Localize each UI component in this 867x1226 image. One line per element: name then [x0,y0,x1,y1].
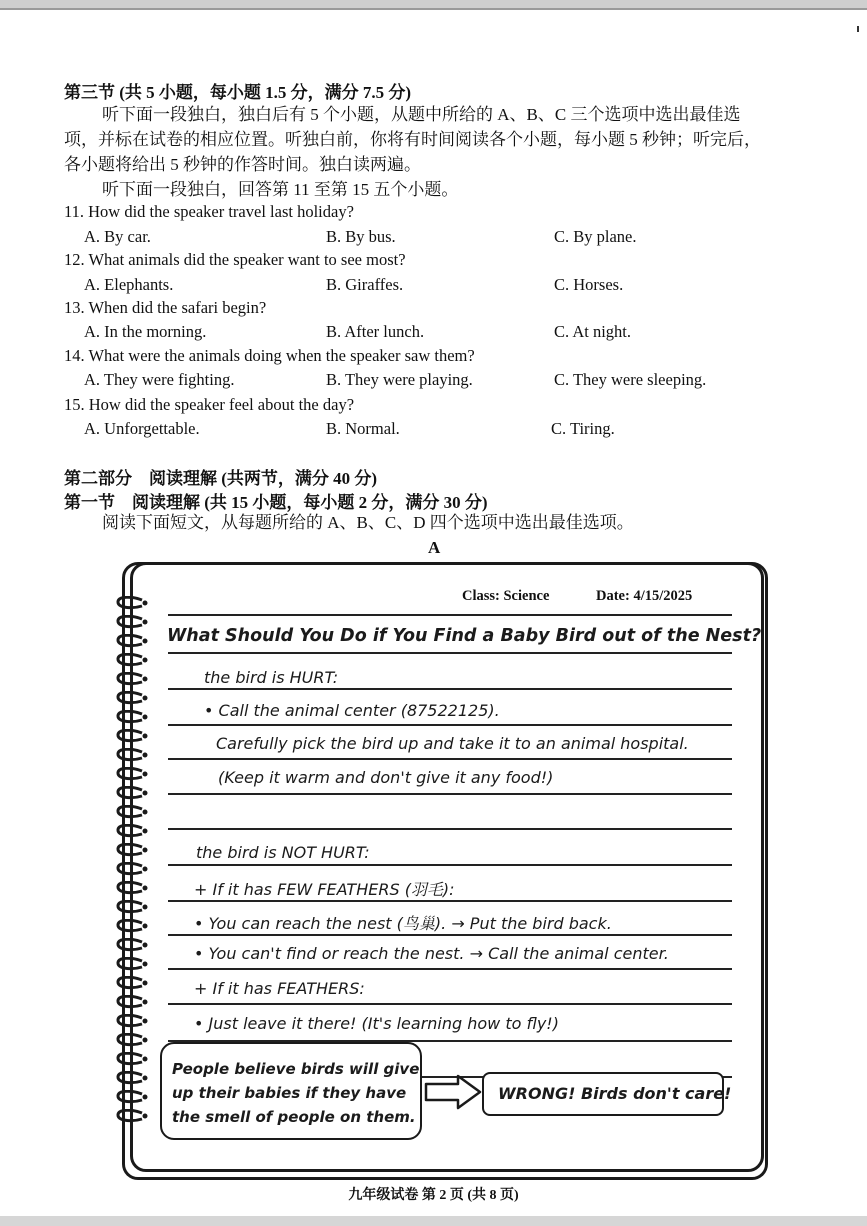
spiral-coil [112,634,152,648]
question-15: 15. How did the speaker feel about the day? [64,395,355,414]
ruled-line [168,934,732,936]
spiral-coil [112,1033,152,1047]
option-13-c[interactable]: C. At night. [554,322,632,341]
ruled-line [168,793,732,795]
fact-box [482,1072,732,1116]
spiral-coil [112,976,152,990]
spiral-coil [112,843,152,857]
spiral-coil [112,881,152,895]
spiral-coil [112,710,152,724]
spiral-coil [112,596,152,610]
hurt-step-call: • Call the animal center (87522125). [204,701,500,720]
ruled-line [168,652,732,654]
spiral-coil [112,824,152,838]
section3-instruction-line1: 听下面一段独白，独白后有 5 个小题，从题中所给的 A、B、C 三个选项中选出最佳选 [102,105,741,124]
few-feathers-heading: + If it has FEW FEATHERS (羽毛): [194,880,455,899]
spiral-coil [112,919,152,933]
scan-mark [857,26,859,32]
spiral-coil [112,1090,152,1104]
part2-instruction: 阅读下面短文，从每题所给的 A、B、C、D 四个选项中选出最佳选项。 [102,513,634,532]
ruled-line [168,724,732,726]
section3-instruction-line3: 各小题将给出 5 秒钟的作答时间。独白读两遍。 [64,155,421,174]
ruled-line [168,688,732,690]
option-15-c[interactable]: C. Tiring. [551,419,615,438]
spiral-coil [112,995,152,1009]
scan-top-shadow [0,8,867,10]
question-13: 13. When did the safari begin? [64,298,267,317]
passage-label: A [428,538,441,557]
myth-line2: up their babies if they have [172,1084,407,1102]
class-label: Class: Science [462,588,550,604]
ruled-line [168,968,732,970]
few-feathers-reach-nest: • You can reach the nest (鸟巢). → Put the bird back. [194,914,612,933]
spiral-coil [112,691,152,705]
spiral-coil [112,862,152,876]
myth-bubble [160,1042,422,1140]
option-14-a[interactable]: A. They were fighting. [84,370,235,389]
arrow-right-icon [424,1074,482,1110]
option-13-b[interactable]: B. After lunch. [326,322,425,341]
spiral-coil [112,672,152,686]
spiral-coil [112,1109,152,1123]
spiral-coil [112,767,152,781]
spiral-coil [112,1071,152,1085]
feathers-leave-it: • Just leave it there! (It's learning how to fly!) [194,1014,559,1033]
spiral-coil [112,729,152,743]
spiral-coil [112,957,152,971]
section3-instruction-line2: 项，并标在试卷的相应位置。听独白前，你将有时间阅读各个小题，每小题 5 秒钟；听完后， [64,130,761,149]
feathers-heading: + If it has FEATHERS: [194,979,365,998]
hurt-step-carefully: Carefully pick the bird up and take it to an animal hospital. [216,734,689,753]
notebook-heading: What Should You Do if You Find a Baby Bird out of the Nest? [167,626,762,646]
scan-bottom-edge [0,1216,867,1226]
not-hurt-heading: the bird is NOT HURT: [196,843,370,862]
option-14-b[interactable]: B. They were playing. [326,370,473,389]
option-12-b[interactable]: B. Giraffes. [326,275,404,294]
myth-line1: People believe birds will give [172,1060,420,1078]
question-11: 11. How did the speaker travel last holiday? [64,202,354,221]
question-14: 14. What were the animals doing when the speaker saw them? [64,346,475,365]
ruled-line [168,864,732,866]
spiral-coil [112,900,152,914]
option-12-a[interactable]: A. Elephants. [84,275,174,294]
ruled-line [168,900,732,902]
hurt-note-keep-warm: (Keep it warm and don't give it any food!) [218,768,554,787]
spiral-coil [112,748,152,762]
part2-section1-title: 第一节 阅读理解 (共 15 小题，每小题 2 分，满分 30 分) [64,493,488,512]
scan-top-edge [0,0,867,8]
option-12-c[interactable]: C. Horses. [554,275,624,294]
ruled-line [168,614,732,616]
option-15-a[interactable]: A. Unforgettable. [84,419,200,438]
myth-line3: the smell of people on them. [172,1108,416,1126]
option-14-c[interactable]: C. They were sleeping. [554,370,707,389]
spiral-coil [112,786,152,800]
option-11-a[interactable]: A. By car. [84,227,151,246]
part2-title: 第二部分 阅读理解 (共两节，满分 40 分) [64,469,378,488]
spiral-coil [112,615,152,629]
spiral-coil [112,805,152,819]
ruled-line [168,758,732,760]
date-label: Date: 4/15/2025 [596,588,693,604]
question-12: 12. What animals did the speaker want to see most? [64,250,406,269]
option-15-b[interactable]: B. Normal. [326,419,400,438]
ruled-line [168,1003,732,1005]
option-13-a[interactable]: A. In the morning. [84,322,207,341]
ruled-line [168,828,732,830]
page-footer: 九年级试卷 第 2 页 (共 8 页) [348,1188,519,1203]
few-feathers-cant-reach: • You can't find or reach the nest. → Call the animal center. [194,944,669,963]
spiral-coil [112,1014,152,1028]
option-11-c[interactable]: C. By plane. [554,227,637,246]
spiral-coil [112,938,152,952]
hurt-heading: the bird is HURT: [204,668,339,687]
section3-instruction-line4: 听下面一段独白，回答第 11 至第 15 五个小题。 [102,180,459,199]
spiral-coil [112,1052,152,1066]
option-11-b[interactable]: B. By bus. [326,227,396,246]
fact-text: WRONG! Birds don't care! [498,1084,732,1103]
spiral-coil [112,653,152,667]
section3-title: 第三节 (共 5 小题，每小题 1.5 分，满分 7.5 分) [64,83,412,102]
